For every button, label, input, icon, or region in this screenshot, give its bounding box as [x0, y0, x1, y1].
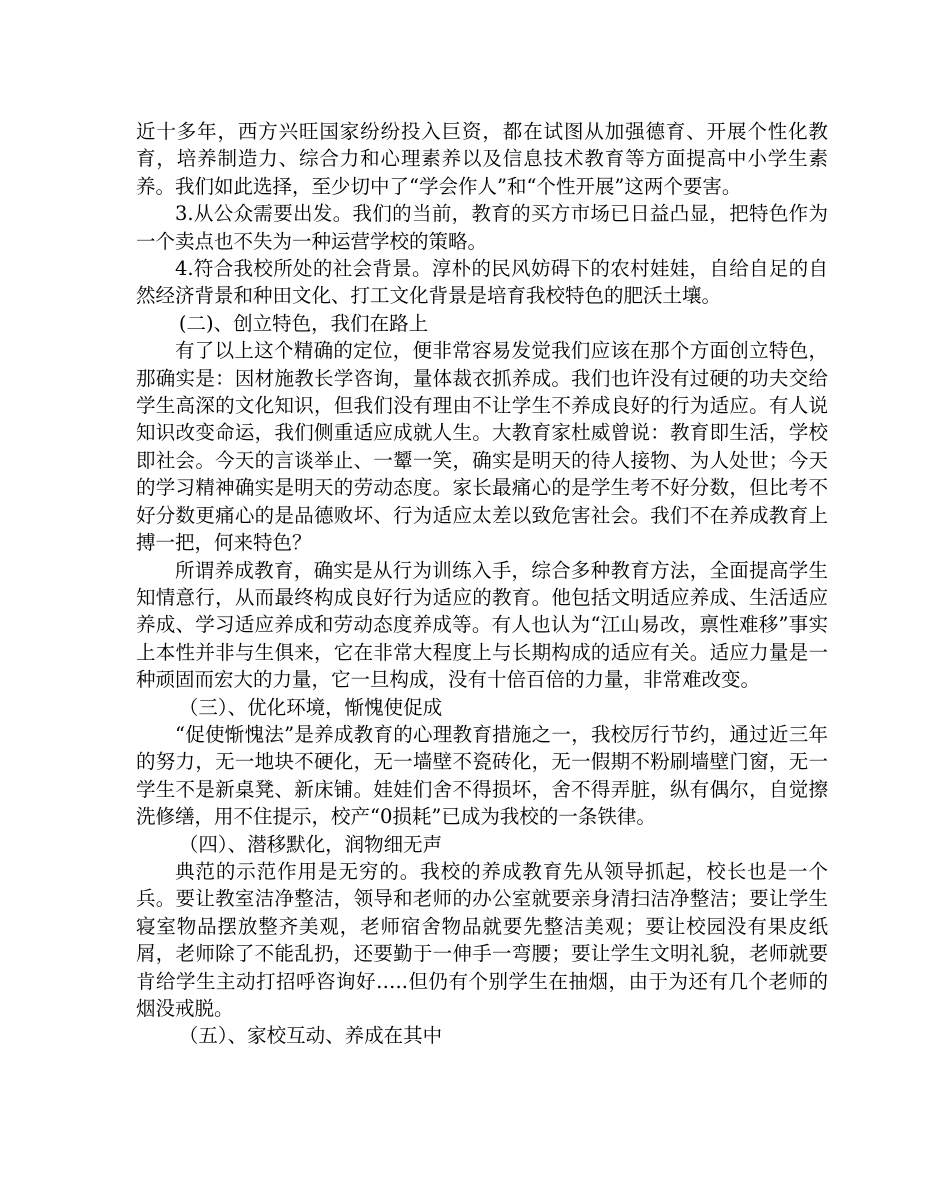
section-heading-4: （四）、潜移默化，润物细无声: [178, 832, 443, 856]
paragraph-point-4: 4.符合我校所处的社会背景。淳朴的民风妨碍下的农村娃娃，自给自足的自然经济背景和种田文化、打工文化背景是培育我校特色的肥沃土壤。: [136, 257, 828, 308]
document-page: [136, 118, 828, 1050]
paragraph-point-3: 3.从公众需要出发。我们的当前，教育的买方市场已日益凸显，把特色作为一个卖点也不失为一种运营学校的策略。: [136, 202, 828, 253]
section-heading-2: (二)、创立特色，我们在路上: [178, 311, 429, 335]
paragraph-role-model: 典范的示范作用是无穷的。我校的养成教育先从领导抓起，校长也是一个兵。要让教室洁净整洁，领导和老师的办公室就要亲身清扫洁净整洁；要让学生寝室物品摆放整齐美观，老师宿舍物品就要先整洁美观；要让校园没有果皮纸屑，老师除了不能乱扔，还要勤于一伸手一弯腰；要让学生文明礼貌，老师就要肯给学生主动打招呼咨询好…..但仍有个别学生在抽烟，由于为还有几个老师的烟没戒脱。: [136, 859, 828, 1020]
section-heading-5: （五）、家校互动、养成在其中: [178, 1024, 443, 1048]
paragraph-habit-education: 所谓养成教育，确实是从行为训练入手，综合多种教育方法，全面提高学生知情意行，从而最终构成良好行为适应的教育。他包括文明适应养成、生活适应养成、学习适应养成和劳动态度养成等。有人也认为“江山易改，禀性难移”事实上本性并非与生俱来，它在非常大程度上与长期构成的适应有关。适应力量是一种顽固而宏大的力量，它一旦构成，没有十倍百倍的力量，非常难改变。: [136, 558, 828, 692]
paragraph-positioning: 有了以上这个精确的定位，便非常容易发觉我们应该在那个方面创立特色，那确实是：因材施教长学咨询，量体裁衣抓养成。我们也许没有过硬的功夫交给学生高深的文化知识，但我们没有理由不让学生不养成良好的行为适应。有人说知识改变命运，我们侧重适应成就人生。大教育家杜威曾说：教育即生活，学校即社会。今天的言谈举止、一颦一笑，确实是明天的待人接物、为人处世；今天的学习精神确实是明天的劳动态度。家长最痛心的是学生考不好分数，但比考不好分数更痛心的是品德败坏、行为适应太差以致危害社会。我们不在养成教育上搏一把，何来特色？: [136, 339, 828, 555]
paragraph-intro: 近十多年，西方兴旺国家纷纷投入巨资，都在试图从加强德育、开展个性化教育，培养制造力、综合力和心理素养以及信息技术教育等方面提高中小学生素养。我们如此选择，至少切中了“学会作人”和“个性开展”这两个要害。: [136, 120, 828, 198]
section-heading-3: （三）、优化环境，惭愧使促成: [178, 695, 443, 719]
paragraph-environment: “促使惭愧法”是养成教育的心理教育措施之一，我校厉行节约，通过近三年的努力，无一地块不硬化，无一墙壁不瓷砖化，无一假期不粉刷墙壁门窗，无一学生不是新桌凳、新床铺。娃娃们舍不得损坏，舍不得弄脏，纵有偶尔，自觉擦洗修缮，用不住提示，校产“0损耗”已成为我校的一条铁律。: [136, 722, 828, 829]
